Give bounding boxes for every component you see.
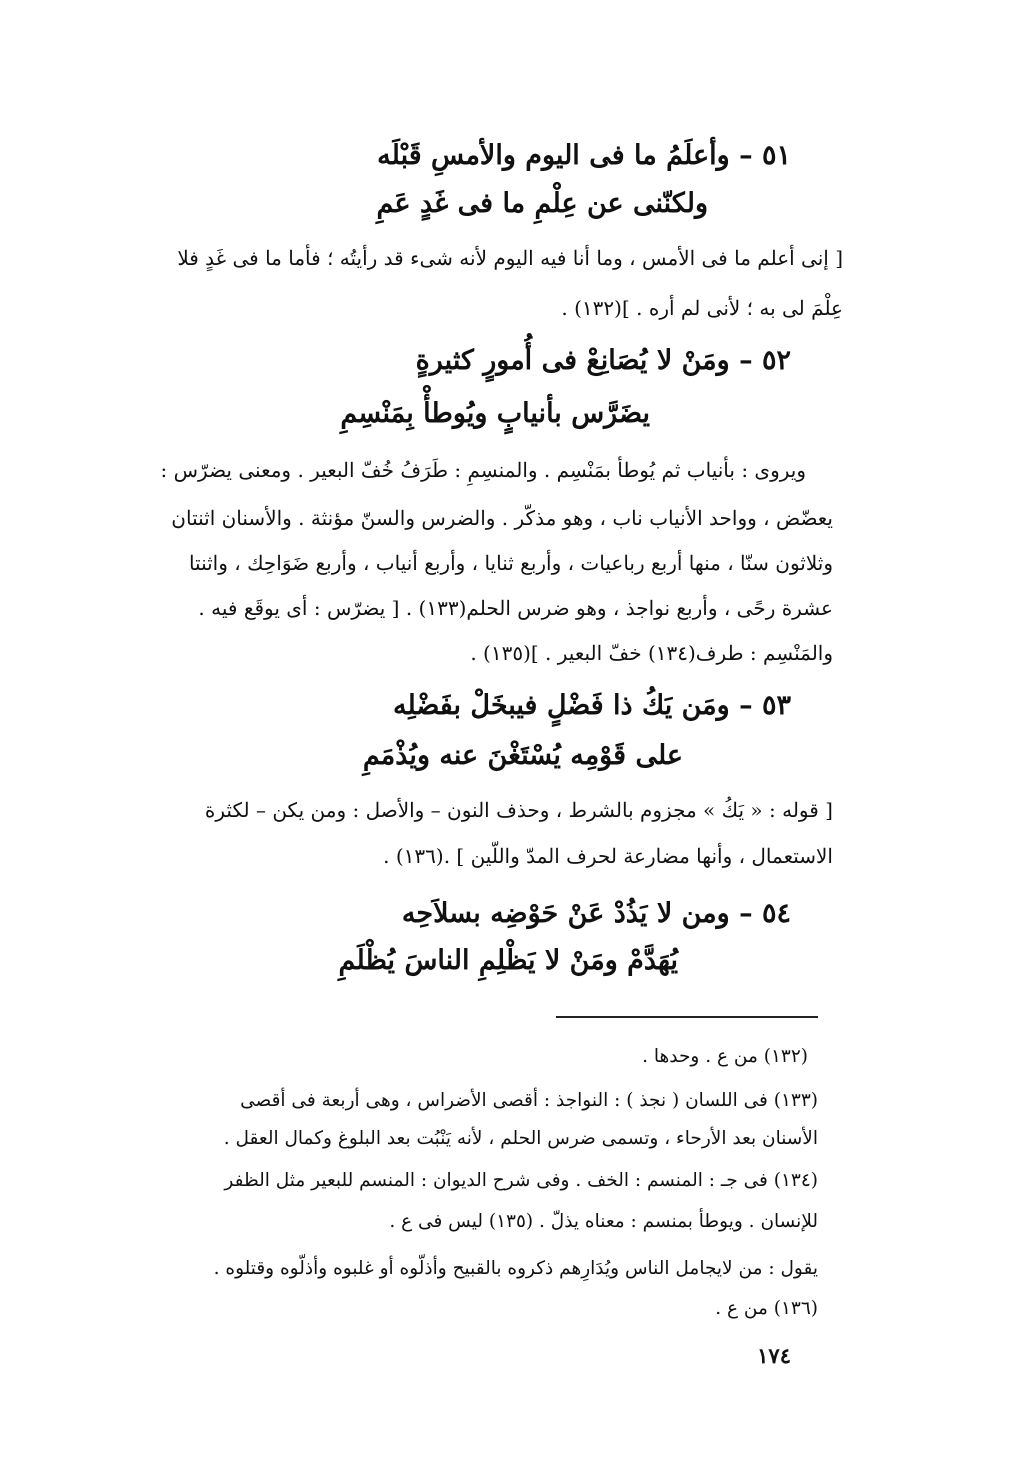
verse-number: ٥٢ – [739, 345, 791, 376]
commentary-51-line1: [ إنى أعلم ما فى الأمس ، وما أنا فيه اليوم لأنه شىء قد رأيتُه ؛ فأما ما فى غَدٍ فلا [177, 246, 843, 270]
verse-text: ومَن يَكُ ذا فَضْلٍ فيبخَلْ بفَضْلِه [392, 690, 730, 721]
verse-54-line2: يُهَدَّمْ ومَنْ لا يَظْلِمِ الناسَ يُظْلَمِ [338, 945, 678, 976]
footnote-separator [556, 1016, 818, 1018]
commentary-53-line1: [ قوله : « يَكُ » مجزوم بالشرط ، وحذف النون – والأصل : ومن يكن – لكثرة [204, 798, 833, 822]
page-number: ١٧٤ [757, 1343, 791, 1368]
footnote-134-line2: للإنسان . ويوطأ بمنسم : معناه يذلّ . (١٣٥) ليس فى ع . [389, 1211, 818, 1232]
verse-51-line2: ولكنّنى عن عِلْمِ ما فى غَدٍ عَمِ [376, 188, 708, 219]
verse-52-line2: يضَرَّس بأنيابٍ ويُوطأْ بِمَنْسِمِ [340, 398, 650, 429]
commentary-52-line2: يعضّض ، وواحد الأنياب ناب ، وهو مذكّر . والضرس والسنّ مؤنثة . والأسنان اثنتان [171, 506, 833, 530]
commentary-53-line2: الاستعمال ، وأنها مضارعة لحرف المدّ واللّين ] .(١٣٦) . [383, 844, 833, 868]
commentary-52-line3: وثلاثون سنّا ، منها أربع رباعيات ، وأربع ثنايا ، وأربع أنياب ، وأربع ضَوَاحِك ، واثنتا [188, 551, 833, 575]
footnote-134-line1: (١٣٤) فى جـ : المنسم : الخف . وفى شرح الديوان : المنسم للبعير مثل الظفر [224, 1170, 818, 1191]
footnote-133-line2: الأسنان بعد الأرحاء ، وتسمى ضرس الحلم ، لأنه يَنْبُت بعد البلوغ وكمال العقل . [223, 1128, 818, 1149]
verse-52-line1 [416, 345, 791, 376]
commentary-52-line4: عشرة رحًى ، وأربع نواجذ ، وهو ضرس الحلم(١٣٣) . [ يضرّس : أى يوقَع فيه . [198, 596, 833, 620]
commentary-52-line5: والمَنْسِم : طرف(١٣٤) خفّ البعير . ](١٣٥) . [470, 641, 833, 665]
commentary-52-line1: ويروى : بأنياب ثم يُوطأ بمَنْسِم . والمنسِمِ : طَرَفُ خُفّ البعير . ومعنى يضرّس : [160, 458, 806, 482]
footnote-133-line1: (١٣٣) فى اللسان ( نجذ ) : النواجذ : أقصى الأضراس ، وهى أربعة فى أقصى [240, 1090, 818, 1111]
verse-text: ومَنْ لا يُصَانِعْ فى أُمورٍ كثيرةٍ [415, 345, 730, 376]
verse-53-line2: على قَوْمِه يُسْتَغْنَ عنه ويُذْمَمِ [362, 740, 683, 771]
verse-number: ٥١ – [739, 140, 791, 171]
footnote-commentary: يقول : من لايجامل الناس ويُدَارِهم ذكروه بالقبيح وأذلّوه أو غلبوه وأذلّوه وقتلوه . [213, 1258, 818, 1279]
verse-text: وأعلَمُ ما فى اليوم والأمسِ قَبْلَه [377, 140, 730, 171]
footnote-136: (١٣٦) من ع . [715, 1298, 818, 1319]
verse-number: ٥٣ – [739, 690, 791, 721]
verse-51-line1 [377, 140, 791, 171]
verse-54-line1 [402, 898, 791, 929]
verse-text: ومن لا يَذُدْ عَنْ حَوْضِه بسلاَحِه [401, 898, 730, 929]
footnote-132: (١٣٢) من ع . وحدها . [642, 1046, 808, 1067]
commentary-51-line2: عِلْمَ لى به ؛ لأنى لم أره . ](١٣٢) . [561, 296, 843, 320]
verse-53-line1 [393, 690, 791, 721]
verse-number: ٥٤ – [739, 898, 791, 929]
